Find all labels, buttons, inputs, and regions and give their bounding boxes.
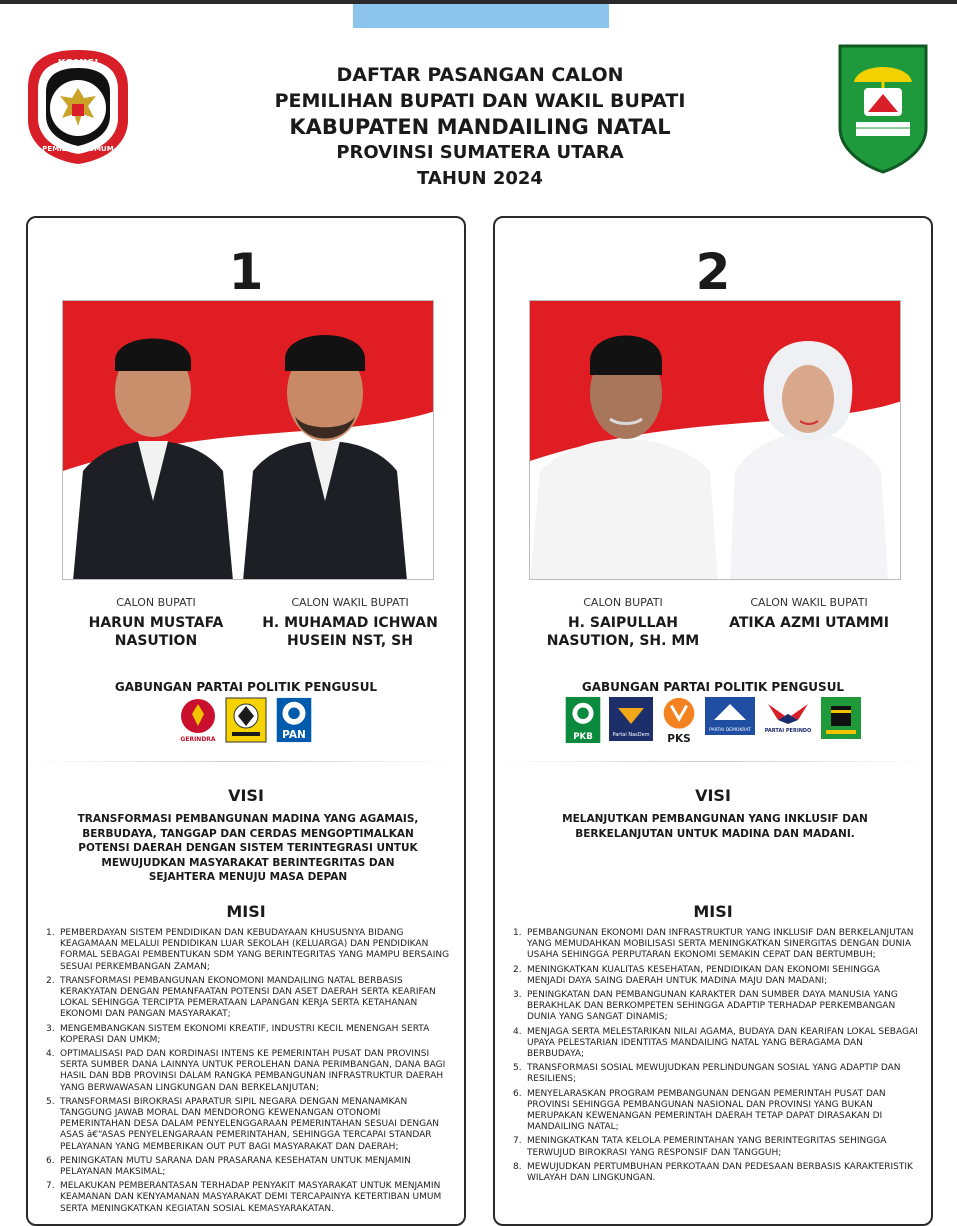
misi-item: 1. PEMBANGUNAN EKONOMI DAN INFRASTRUKTUR YANG INKLUSIF DAN BERKELANJUTAN YANG MEMUDAHKAN MOBILISASI SERTA MENINGKATKAN SINERGITAS DENGAN DUNIA USAHA SEHINGGA PERPUTARAN EKONOMI SEMAKIN CEPAT DAN BERTUMBUH; [513, 928, 914, 961]
ppp-logo [820, 696, 862, 744]
pks-logo [660, 696, 698, 744]
visi-title: VISI [695, 786, 731, 805]
bupati-role: CALON BUPATI [116, 596, 196, 609]
top-accent-tab [353, 4, 609, 28]
svg-text:PARTAI PERINDO: PARTAI PERINDO [764, 728, 812, 734]
header-line-4: PROVINSI SUMATERA UTARA [336, 142, 624, 163]
bupati-name [523, 614, 723, 650]
wakil-name-line-1: H. MUHAMAD ICHWAN [262, 615, 438, 631]
kpu-logo [26, 48, 130, 166]
party-logos [495, 696, 931, 744]
party-coalition-title: GABUNGAN PARTAI POLITIK PENGUSUL [581, 680, 845, 694]
svg-text:PAN: PAN [282, 729, 306, 742]
bupati-name-line-1: H. SAIPULLAH [567, 615, 679, 631]
visi-title: VISI [228, 786, 264, 805]
misi-list [46, 928, 454, 1218]
misi-item: 2. TRANSFORMASI PEMBANGUNAN EKONOMONI MANDAILING NATAL BERBASIS KERAKYATAN DENGAN PEMANFAATAN POTENSI DAN ASET DAERAH SERTA KEARIFAN LOKAL SEHINGGA TERCIPTA PEMERATAAN LAPANGAN KERJA SERTA KETAHANAN EKONOMI DAN PANGAN MASYARAKAT; [46, 975, 436, 1020]
candidate-card-2 [493, 216, 933, 1226]
bupati-name [56, 614, 256, 650]
candidate-photo-2 [529, 300, 901, 580]
wakil-name [250, 614, 450, 650]
wakil-name-line-1: ATIKA AZMI UTAMMI [729, 615, 889, 631]
misi-item: 2. MENINGKATKAN KUALITAS KESEHATAN, PENDIDIKAN DAN EKONOMI SEHINGGA MENJADI DAYA SAING DAERAH UNTUK MADINA MAJU DAN MADANI; [513, 964, 880, 986]
wakil-role: CALON WAKIL BUPATI [291, 596, 409, 609]
misi-item: 3. PENINGKATAN DAN PEMBANGUNAN KARAKTER DAN SUMBER DAYA MANUSIA YANG BERAKHLAK DAN BERKOMPETEN SEHINGGA ADAPTIP TERHADAP PERKEMBANGAN DUNIA YANG SANGAT DINAMIS; [513, 990, 898, 1023]
svg-text:Partai NasDem: Partai NasDem [612, 732, 650, 738]
wakil-role: CALON WAKIL BUPATI [750, 596, 868, 609]
nasdem-logo [608, 696, 654, 744]
pan-logo [274, 696, 314, 744]
misi-item: 8. MEWUJUDKAN PERTUMBUHAN PERKOTAAN DAN PEDESAAN BERBASIS KARAKTERISTIK WILAYAH DAN LINGKUNGAN. [513, 1161, 913, 1184]
header-line-3: KABUPATEN MANDAILING NATAL [289, 115, 671, 139]
svg-text:PKB: PKB [573, 732, 593, 743]
wakil-name-line-2: HUSEIN NST, SH [287, 633, 413, 649]
perindo-logo [762, 696, 814, 744]
svg-text:GERINDRA: GERINDRA [180, 736, 216, 743]
svg-text:PARTAI DEMOKRAT: PARTAI DEMOKRAT [709, 728, 751, 733]
bupati-name-line-1: HARUN MUSTAFA [88, 615, 224, 631]
candidate-photo-1 [62, 300, 434, 580]
pkb-logo [564, 696, 602, 744]
header-line-5: TAHUN 2024 [417, 168, 543, 189]
visi-text: MELANJUTKAN PEMBANGUNAN YANG INKLUSIF DAN BERKELANJUTAN UNTUK MADINA DAN MADANI. [562, 813, 868, 840]
bupati-name-line-2: NASUTION [114, 633, 198, 649]
misi-item: 6. MENYELARASKAN PROGRAM PEMBANGUNAN DENGAN PEMERINTAH PUSAT DAN PROVINSI SEHINGGA PEMBANGUNAN NASIONAL DAN PROVINSI YANG BUKAN MERUPAKAN KEWENANGAN PEMERINTAH DAERAH TETAP DAPAT DIRASAKAN DI MANDAILING NATAL; [513, 1088, 886, 1133]
party-coalition-title: GABUNGAN PARTAI POLITIK PENGUSUL [114, 680, 378, 694]
header-line-2: PEMILIHAN BUPATI DAN WAKIL BUPATI [274, 90, 686, 112]
misi-title: MISI [693, 902, 733, 921]
misi-item: 4. OPTIMALISASI PAD DAN KORDINASI INTENS KE PEMERINTAH PUSAT DAN PROVINSI SERTA SUMBER DANA LAINNYA UNTUK PEROLEHAN DANA PERIMBANGAN, DANA BAGI HASIL DAN BDB PROVINSI DALAM RANGKA PEMBANGUNAN INFRASTRUKTUR DAERAH YANG BERWAWASAN LINGKUNGAN DAN BERKELANJUTAN; [46, 1049, 446, 1093]
candidate-number: 1 [228, 243, 264, 301]
kpu-ring-bottom: PEMILIHAN UMUM [42, 145, 114, 153]
document-header [190, 62, 770, 192]
party-logos [28, 696, 464, 744]
candidate-number: 2 [695, 243, 731, 301]
svg-text:PKS: PKS [667, 733, 691, 744]
gerindra-logo [178, 696, 218, 744]
pemda-mandailing-natal-logo [834, 42, 932, 176]
misi-item: 5. TRANSFORMASI BIROKRASI APARATUR SIPIL NEGARA DENGAN MENANAMKAN TANGGUNG JAWAB MORAL DAN MENDORONG KEWENANGAN OTONOMI PEMERINTAHAN DESA DALAM PENYELENGGARAAN PEMERINTAHAN SESUAI DENGAN ASAS â€“ASAS PENYELENGARAAN PEMERINTAHAN, SEHINGGA TERCAPAI STANDAR PELAYANAN YANG MEMBERIKAN OUT PUT BAGI MASYARAKAT DAN DAERAH; [46, 1096, 440, 1152]
misi-title: MISI [226, 902, 266, 921]
misi-item: 1. PEMBERDAYAN SISTEM PENDIDIKAN DAN KEBUDAYAAN KHUSUSNYA BIDANG KEAGAMAAN MELALUI PENDIDIKAN LUAR SEKOLAH (KELUARGA) DAN PENDIDIKAN FORMAL SEBAGAI PEMBENTUKAN SDM YANG BERINTEGRITAS YANG MAMPU BERSAING SESUAI PERKEMBANGAN ZAMAN; [46, 928, 450, 972]
misi-item: 5. TRANSFORMASI SOSIAL MEWUJUDKAN PERLINDUNGAN SOSIAL YANG ADAPTIP DAN RESILIENS; [513, 1063, 901, 1085]
header-line-1: DAFTAR PASANGAN CALON [336, 64, 624, 86]
misi-item: 3. MENGEMBANGKAN SISTEM EKONOMI KREATIF, INDUSTRI KECIL MENENGAH SERTA KOPERASI DAN UMKM; [46, 1023, 430, 1045]
misi-item: 6. PENINGKATAN MUTU SARANA DAN PRASARANA KESEHATAN UNTUK MENJAMIN PELAYANAN MAKSIMAL; [46, 1155, 411, 1178]
misi-item: 7. MENINGKATKAN TATA KELOLA PEMERINTAHAN YANG BERINTEGRITAS SEHINGGA TERWUJUD BIROKRASI YANG RESPONSIF DAN TANGGUH; [513, 1136, 887, 1158]
kpu-ring-top: KOMISI [57, 58, 99, 69]
bupati-name-line-2: NASUTION, SH. MM [546, 633, 700, 649]
demokrat-logo [704, 696, 756, 744]
misi-list [513, 928, 921, 1187]
candidate-card-1 [26, 216, 466, 1226]
bupati-role: CALON BUPATI [583, 596, 663, 609]
visi-text: TRANSFORMASI PEMBANGUNAN MADINA YANG AGAMAIS, BERBUDAYA, TANGGAP DAN CERDAS MENGOPTIMALKAN POTENSI DAERAH DENGAN SISTEM TERINTEGRASI UNTUK MEWUJUDKAN MASYARAKAT BERINTEGRITAS DAN SEJAHTERA MENUJU MASA DEPAN [77, 813, 419, 883]
misi-item: 4. MENJAGA SERTA MELESTARIKAN NILAI AGAMA, BUDAYA DAN KEARIFAN LOKAL SEBAGAI UPAYA PELESTARIAN IDENTITAS MANDAILING NATAL YANG BERAGAMA DAN BERBUDAYA; [513, 1026, 918, 1060]
section-divider [28, 761, 464, 762]
wakil-name [709, 614, 909, 632]
misi-item: 7. MELAKUKAN PEMBERANTASAN TERHADAP PENYAKIT MASYARAKAT UNTUK MENJAMIN KEAMANAN DAN KENYAMANAN MASYARAKAT DEMI TERCAPAINYA KETERTIBAN UMUM SERTA MENINGKATKAN KEGIATAN SOSIAL KEMASYARAKATAN. [46, 1181, 442, 1214]
section-divider [495, 761, 931, 762]
golkar-logo [224, 696, 268, 744]
